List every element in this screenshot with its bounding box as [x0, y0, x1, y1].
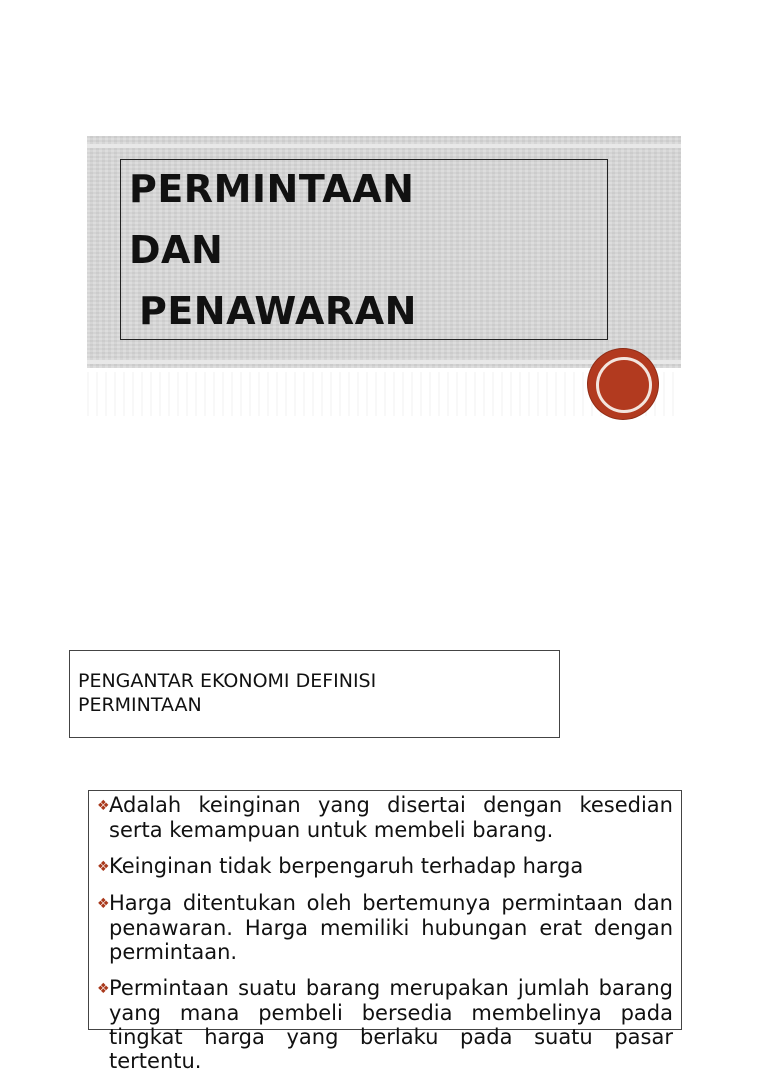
list-item: ❖Harga ditentukan oleh bertemunya permintaan dan penawaran. Harga memiliki hubungan erat dengan permintaan. — [97, 891, 673, 964]
title-line-2: DAN — [129, 228, 224, 272]
title-line-3: PENAWARAN — [139, 289, 417, 333]
section-heading: PENGANTAR EKONOMI DEFINISI PERMINTAAN — [78, 670, 377, 716]
diamond-bullet-icon: ❖ — [97, 859, 110, 875]
bullet-list — [97, 793, 673, 1073]
banner-bottom-line — [87, 360, 681, 364]
slide-title-box — [120, 159, 608, 340]
list-item: ❖Permintaan suatu barang merupakan jumlah barang yang mana pembeli bersedia membelinya pada tingkat harga yang berlaku pada suatu pasar tertentu. — [97, 976, 673, 1073]
definition-content-box — [88, 790, 682, 1073]
banner-top-line — [87, 144, 681, 148]
title-line-1: PERMINTAAN — [129, 167, 415, 211]
diamond-bullet-icon: ❖ — [97, 798, 110, 814]
diamond-bullet-icon: ❖ — [97, 981, 110, 997]
badge-ring — [596, 357, 652, 413]
list-item: ❖Keinginan tidak berpengaruh terhadap harga — [97, 854, 584, 878]
section-heading-box — [69, 650, 560, 738]
list-item: ❖Adalah keinginan yang disertai dengan kesedian serta kemampuan untuk membeli barang. — [97, 793, 673, 842]
diamond-bullet-icon: ❖ — [97, 896, 110, 912]
circle-badge-icon — [588, 349, 658, 419]
